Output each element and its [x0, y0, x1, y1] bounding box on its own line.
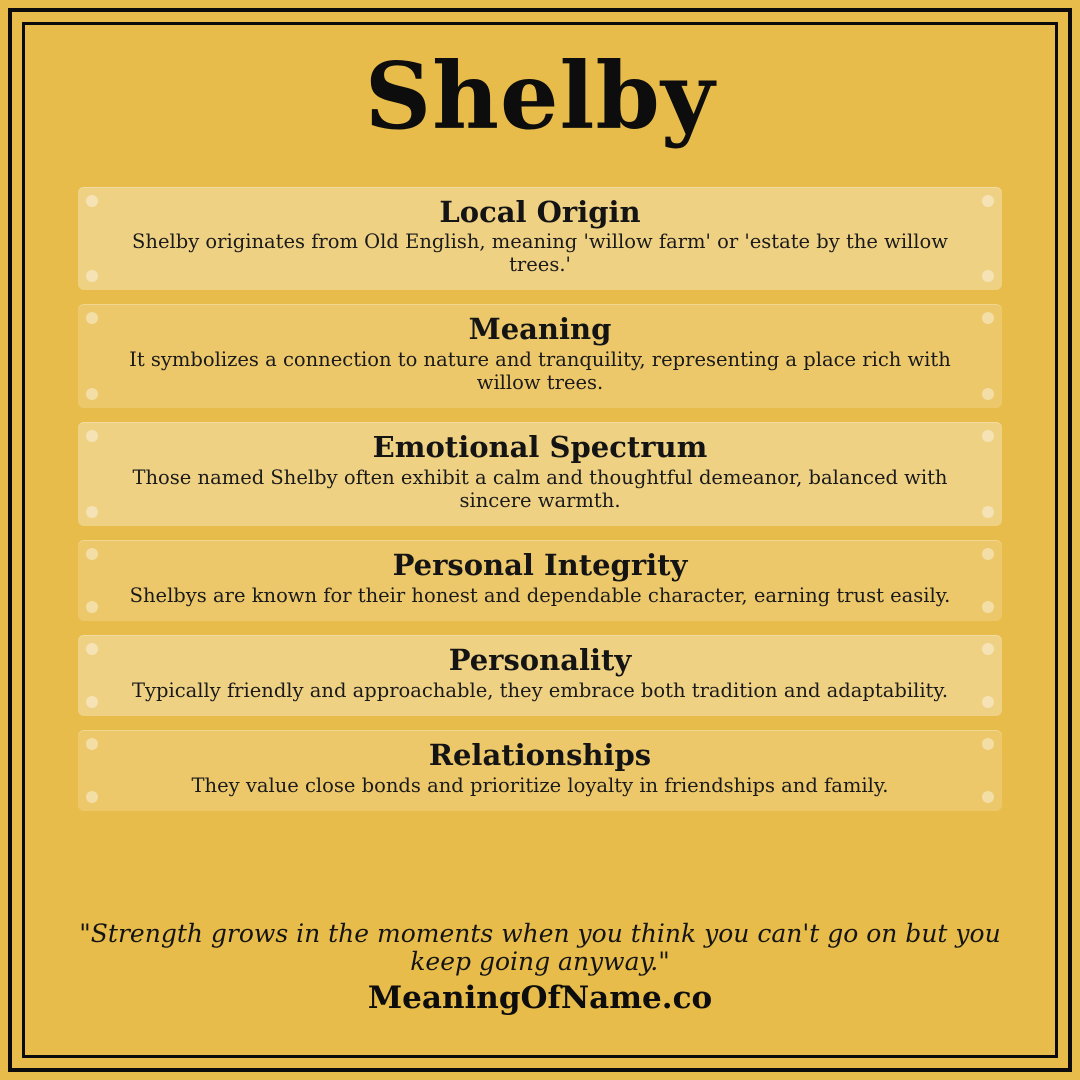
- corner-dot-icon: [982, 548, 994, 560]
- corner-dot-icon: [86, 312, 98, 324]
- list-item: [78, 422, 1002, 526]
- corner-dot-icon: [86, 643, 98, 655]
- section-text: It symbolizes a connection to nature and tranquility, representing a place rich with willow trees.: [129, 348, 951, 395]
- corner-dot-icon: [982, 506, 994, 518]
- section-text: Shelby originates from Old English, meaning 'willow farm' or 'estate by the willow trees.': [132, 230, 948, 277]
- section-text: Shelbys are known for their honest and dependable character, earning trust easily.: [129, 584, 951, 608]
- footer-quote: "Strength grows in the moments when you think you can't go on but you keep going anyway.": [79, 919, 1001, 976]
- corner-dot-icon: [982, 388, 994, 400]
- section-text: They value close bonds and prioritize loyalty in friendships and family.: [191, 773, 889, 797]
- corner-dot-icon: [982, 430, 994, 442]
- list-item: [78, 540, 1002, 621]
- corner-dot-icon: [86, 506, 98, 518]
- corner-dot-icon: [982, 601, 994, 613]
- page-title: Shelby: [364, 42, 716, 150]
- section-title: Personal Integrity: [392, 548, 688, 583]
- brand-name: MeaningOfName.co: [367, 980, 713, 1016]
- corner-dot-icon: [982, 643, 994, 655]
- corner-dot-icon: [86, 430, 98, 442]
- corner-dot-icon: [86, 738, 98, 750]
- section-title: Emotional Spectrum: [372, 430, 708, 465]
- corner-dot-icon: [982, 270, 994, 282]
- poster-content: [30, 30, 1050, 1050]
- list-item: [78, 635, 1002, 716]
- sections-list: [30, 187, 1050, 811]
- section-title: Local Origin: [439, 194, 641, 229]
- corner-dot-icon: [982, 738, 994, 750]
- corner-dot-icon: [86, 791, 98, 803]
- corner-dot-icon: [86, 270, 98, 282]
- section-title: Meaning: [468, 312, 612, 347]
- corner-dot-icon: [982, 312, 994, 324]
- section-title: Relationships: [428, 738, 652, 773]
- corner-dot-icon: [982, 696, 994, 708]
- section-text: Those named Shelby often exhibit a calm and thoughtful demeanor, balanced with sincere warmth.: [132, 466, 948, 513]
- list-item: [78, 187, 1002, 291]
- footer: [60, 920, 1020, 1016]
- corner-dot-icon: [982, 195, 994, 207]
- list-item: [78, 304, 1002, 408]
- section-title: Personality: [448, 643, 632, 678]
- corner-dot-icon: [86, 601, 98, 613]
- list-item: [78, 730, 1002, 811]
- corner-dot-icon: [86, 195, 98, 207]
- corner-dot-icon: [982, 791, 994, 803]
- corner-dot-icon: [86, 696, 98, 708]
- corner-dot-icon: [86, 548, 98, 560]
- section-text: Typically friendly and approachable, they embrace both tradition and adaptability.: [131, 679, 949, 703]
- corner-dot-icon: [86, 388, 98, 400]
